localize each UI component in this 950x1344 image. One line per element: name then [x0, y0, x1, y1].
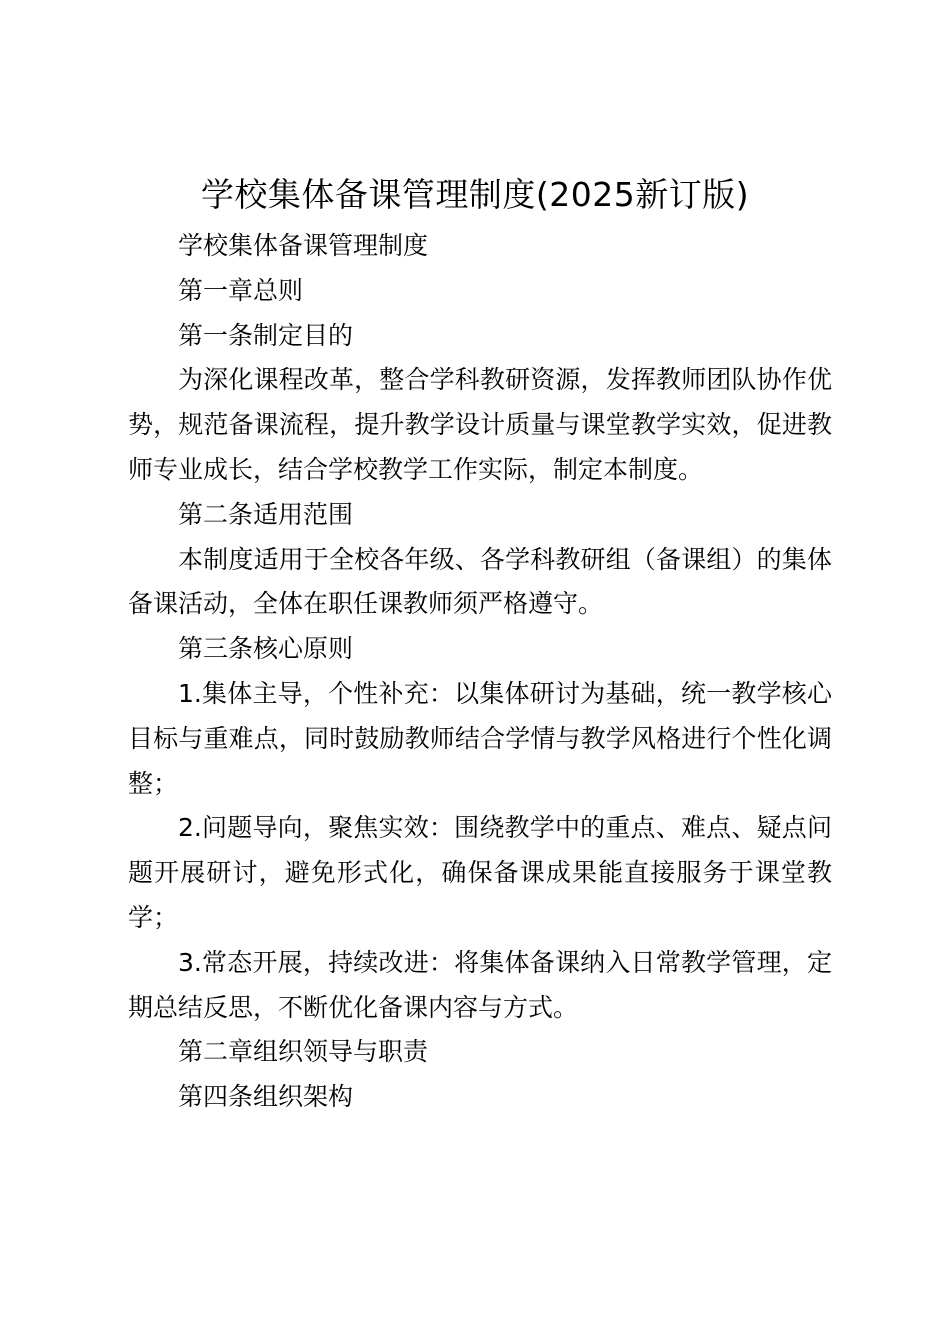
paragraph-article-4-title: 第四条组织架构: [178, 1082, 354, 1112]
paragraph-article-2-body: 本制度适用于全校各年级、各学科教研组（备课组）的集体备课活动，全体在职任课教师须严格遵守。: [128, 544, 832, 619]
paragraph-heading-doc-name: 学校集体备课管理制度: [178, 231, 429, 260]
paragraph-principle-3: 3.常态开展，持续改进：将集体备课纳入日常教学管理，定期总结反思，不断优化备课内容与方式。: [128, 947, 832, 1022]
paragraph-article-1-body: 为深化课程改革，整合学科教研资源，发挥教师团队协作优势，规范备课流程，提升教学设计质量与课堂教学实效，促进教师专业成长，结合学校教学工作实际，制定本制度。: [128, 365, 832, 484]
paragraph-chapter-2: 第二章组织领导与职责: [178, 1037, 429, 1067]
paragraph-principle-1: 1.集体主导，个性补充：以集体研讨为基础，统一教学核心目标与重难点，同时鼓励教师结合学情与教学风格进行个性化调整；: [128, 678, 832, 798]
paragraph-chapter-1: 第一章总则: [178, 275, 304, 305]
document-title: 学校集体备课管理制度(2025新订版): [200, 175, 750, 214]
paragraph-principle-2: 2.问题导向，聚焦实效：围绕教学中的重点、难点、疑点问题开展研讨，避免形式化，确保备课成果能直接服务于课堂教学；: [128, 813, 832, 932]
paragraph-article-3-title: 第三条核心原则: [178, 634, 354, 664]
paragraph-article-1-title: 第一条制定目的: [178, 320, 354, 350]
paragraph-article-2-title: 第二条适用范围: [178, 499, 354, 529]
document-body: [128, 224, 832, 1120]
